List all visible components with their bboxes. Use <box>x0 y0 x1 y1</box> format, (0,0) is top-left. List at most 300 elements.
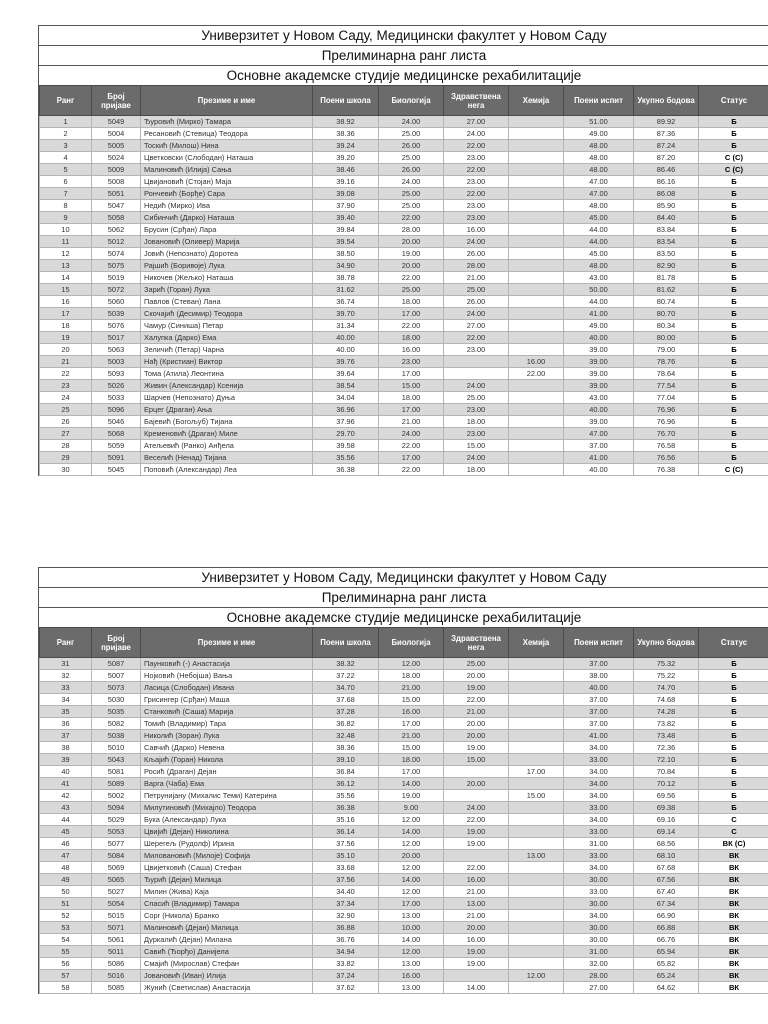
biology-cell: 16.00 <box>379 706 444 718</box>
rank-cell: 42 <box>40 790 92 802</box>
rank-cell: 43 <box>40 802 92 814</box>
biology-cell: 18.00 <box>379 296 444 308</box>
health-care-cell <box>444 970 509 982</box>
school-points-cell: 33.68 <box>313 862 379 874</box>
health-care-cell: 24.00 <box>444 802 509 814</box>
full-name-cell: Жунић (Светислав) Анастасија <box>141 982 313 994</box>
ranking-table <box>39 627 768 994</box>
full-name-cell: Рончевић (Борђе) Сара <box>141 188 313 200</box>
header-application-number: Број пријаве <box>92 628 141 658</box>
header-health-care: Здравствена нега <box>444 86 509 116</box>
table-row <box>40 440 768 452</box>
total-points-cell: 80.34 <box>634 320 699 332</box>
header-rank: Ранг <box>40 86 92 116</box>
full-name-cell: Цвијић (Дејан) Николина <box>141 826 313 838</box>
chemistry-cell <box>509 200 564 212</box>
biology-cell: 17.00 <box>379 766 444 778</box>
chemistry-cell <box>509 754 564 766</box>
school-points-cell: 34.94 <box>313 946 379 958</box>
status-cell: Б <box>699 452 768 464</box>
table-row <box>40 428 768 440</box>
school-points-cell: 36.12 <box>313 778 379 790</box>
school-points-cell: 39.20 <box>313 152 379 164</box>
school-points-cell: 37.90 <box>313 200 379 212</box>
health-care-cell <box>444 790 509 802</box>
school-points-cell: 39.76 <box>313 356 379 368</box>
chemistry-cell <box>509 440 564 452</box>
table-row <box>40 284 768 296</box>
chemistry-cell <box>509 946 564 958</box>
total-points-cell: 78.64 <box>634 368 699 380</box>
total-points-cell: 83.54 <box>634 236 699 248</box>
school-points-cell: 31.62 <box>313 284 379 296</box>
school-points-cell: 40.00 <box>313 344 379 356</box>
health-care-cell: 23.00 <box>444 344 509 356</box>
full-name-cell: Петрунијану (Михалис Теми) Катерина <box>141 790 313 802</box>
school-points-cell: 36.96 <box>313 404 379 416</box>
biology-cell: 12.00 <box>379 862 444 874</box>
school-points-cell: 38.32 <box>313 658 379 670</box>
table-row <box>40 140 768 152</box>
header-school-points: Поени школа <box>313 86 379 116</box>
total-points-cell: 79.00 <box>634 344 699 356</box>
rank-cell: 26 <box>40 416 92 428</box>
biology-cell: 15.00 <box>379 742 444 754</box>
table-row <box>40 176 768 188</box>
exam-points-cell: 30.00 <box>564 922 634 934</box>
exam-points-cell: 37.00 <box>564 440 634 452</box>
school-points-cell: 37.68 <box>313 694 379 706</box>
exam-points-cell: 33.00 <box>564 850 634 862</box>
application-number-cell: 5075 <box>92 260 141 272</box>
health-care-cell: 25.00 <box>444 284 509 296</box>
chemistry-cell <box>509 742 564 754</box>
full-name-cell: Нађ (Кристиан) Виктор <box>141 356 313 368</box>
chemistry-cell <box>509 284 564 296</box>
chemistry-cell <box>509 718 564 730</box>
total-points-cell: 69.38 <box>634 802 699 814</box>
application-number-cell: 5026 <box>92 380 141 392</box>
health-care-cell: 22.00 <box>444 140 509 152</box>
biology-cell: 21.00 <box>379 416 444 428</box>
status-cell: С <box>699 826 768 838</box>
application-number-cell: 5077 <box>92 838 141 850</box>
chemistry-cell <box>509 670 564 682</box>
full-name-cell: Зарић (Горан) Лука <box>141 284 313 296</box>
biology-cell: 22.00 <box>379 320 444 332</box>
school-points-cell: 39.54 <box>313 236 379 248</box>
exam-points-cell: 48.00 <box>564 152 634 164</box>
application-number-cell: 5011 <box>92 946 141 958</box>
status-cell: Б <box>699 730 768 742</box>
table-row <box>40 212 768 224</box>
rank-cell: 16 <box>40 296 92 308</box>
table-row <box>40 164 768 176</box>
status-cell: Б <box>699 416 768 428</box>
exam-points-cell: 34.00 <box>564 742 634 754</box>
full-name-cell: Паунковић (-) Анастасија <box>141 658 313 670</box>
health-care-cell: 18.00 <box>444 416 509 428</box>
total-points-cell: 72.10 <box>634 754 699 766</box>
rank-cell: 13 <box>40 260 92 272</box>
chemistry-cell <box>509 392 564 404</box>
status-cell: С (С) <box>699 164 768 176</box>
status-cell: Б <box>699 116 768 128</box>
health-care-cell: 21.00 <box>444 272 509 284</box>
chemistry-cell <box>509 826 564 838</box>
total-points-cell: 86.08 <box>634 188 699 200</box>
biology-cell: 14.00 <box>379 826 444 838</box>
status-cell: Б <box>699 212 768 224</box>
table-row <box>40 718 768 730</box>
table-row <box>40 682 768 694</box>
full-name-cell: Нојковић (Небојша) Вања <box>141 670 313 682</box>
application-number-cell: 5012 <box>92 236 141 248</box>
status-cell: Б <box>699 706 768 718</box>
total-points-cell: 75.32 <box>634 658 699 670</box>
table-row <box>40 934 768 946</box>
status-cell: ВК <box>699 874 768 886</box>
application-number-cell: 5005 <box>92 140 141 152</box>
biology-cell: 26.00 <box>379 164 444 176</box>
total-points-cell: 81.62 <box>634 284 699 296</box>
biology-cell: 17.00 <box>379 452 444 464</box>
list-title: Прелиминарна ранг листа <box>39 587 768 607</box>
full-name-cell: Ђурић (Дејан) Милица <box>141 874 313 886</box>
table-row <box>40 754 768 766</box>
chemistry-cell <box>509 862 564 874</box>
header-chemistry: Хемија <box>509 86 564 116</box>
chemistry-cell <box>509 404 564 416</box>
header-full-name: Презиме и име <box>141 628 313 658</box>
biology-cell: 17.00 <box>379 308 444 320</box>
exam-points-cell: 30.00 <box>564 874 634 886</box>
application-number-cell: 5065 <box>92 874 141 886</box>
application-number-cell: 5033 <box>92 392 141 404</box>
total-points-cell: 83.84 <box>634 224 699 236</box>
university-title: Универзитет у Новом Саду, Медицински факултет у Новом Саду <box>39 567 768 587</box>
health-care-cell: 22.00 <box>444 862 509 874</box>
header-status: Статус <box>699 628 768 658</box>
application-number-cell: 5051 <box>92 188 141 200</box>
table-row <box>40 874 768 886</box>
table-row <box>40 862 768 874</box>
exam-points-cell: 45.00 <box>564 248 634 260</box>
chemistry-cell <box>509 682 564 694</box>
health-care-cell: 19.00 <box>444 826 509 838</box>
status-cell: С (С) <box>699 464 768 476</box>
table-row <box>40 356 768 368</box>
exam-points-cell: 38.00 <box>564 670 634 682</box>
total-points-cell: 70.84 <box>634 766 699 778</box>
application-number-cell: 5024 <box>92 152 141 164</box>
application-number-cell: 5091 <box>92 452 141 464</box>
status-cell: Б <box>699 754 768 766</box>
health-care-cell: 19.00 <box>444 682 509 694</box>
total-points-cell: 87.24 <box>634 140 699 152</box>
chemistry-cell <box>509 224 564 236</box>
health-care-cell: 28.00 <box>444 260 509 272</box>
health-care-cell: 16.00 <box>444 934 509 946</box>
school-points-cell: 36.84 <box>313 766 379 778</box>
table-row <box>40 344 768 356</box>
status-cell: Б <box>699 284 768 296</box>
application-number-cell: 5027 <box>92 886 141 898</box>
status-cell: Б <box>699 682 768 694</box>
rank-cell: 53 <box>40 922 92 934</box>
chemistry-cell <box>509 922 564 934</box>
rank-cell: 29 <box>40 452 92 464</box>
exam-points-cell: 39.00 <box>564 368 634 380</box>
exam-points-cell: 31.00 <box>564 946 634 958</box>
rank-cell: 51 <box>40 898 92 910</box>
chemistry-cell <box>509 272 564 284</box>
health-care-cell: 16.00 <box>444 874 509 886</box>
school-points-cell: 35.56 <box>313 790 379 802</box>
full-name-cell: Варга (Чаба) Ема <box>141 778 313 790</box>
rank-cell: 49 <box>40 874 92 886</box>
list-title: Прелиминарна ранг листа <box>39 45 768 65</box>
biology-cell: 12.00 <box>379 658 444 670</box>
total-points-cell: 64.62 <box>634 982 699 994</box>
rank-cell: 34 <box>40 694 92 706</box>
status-cell: Б <box>699 296 768 308</box>
biology-cell: 22.00 <box>379 272 444 284</box>
application-number-cell: 5049 <box>92 116 141 128</box>
rank-cell: 14 <box>40 272 92 284</box>
rank-list-page-2 <box>38 567 768 994</box>
rank-cell: 33 <box>40 682 92 694</box>
total-points-cell: 85.90 <box>634 200 699 212</box>
school-points-cell: 38.36 <box>313 128 379 140</box>
biology-cell: 20.00 <box>379 260 444 272</box>
status-cell: Б <box>699 236 768 248</box>
total-points-cell: 67.68 <box>634 862 699 874</box>
exam-points-cell: 48.00 <box>564 140 634 152</box>
total-points-cell: 77.04 <box>634 392 699 404</box>
full-name-cell: Дуркалић (Дејан) Милана <box>141 934 313 946</box>
school-points-cell: 37.62 <box>313 982 379 994</box>
health-care-cell: 13.00 <box>444 898 509 910</box>
exam-points-cell: 34.00 <box>564 778 634 790</box>
chemistry-cell <box>509 814 564 826</box>
application-number-cell: 5087 <box>92 658 141 670</box>
exam-points-cell: 37.00 <box>564 706 634 718</box>
full-name-cell: Ђуровић (Мирко) Тамара <box>141 116 313 128</box>
rank-cell: 38 <box>40 742 92 754</box>
chemistry-cell <box>509 706 564 718</box>
total-points-cell: 65.24 <box>634 970 699 982</box>
school-points-cell: 35.16 <box>313 814 379 826</box>
rank-cell: 5 <box>40 164 92 176</box>
biology-cell: 24.00 <box>379 116 444 128</box>
rank-cell: 32 <box>40 670 92 682</box>
application-number-cell: 5002 <box>92 790 141 802</box>
header-full-name: Презиме и име <box>141 86 313 116</box>
status-cell: ВК <box>699 910 768 922</box>
health-care-cell: 20.00 <box>444 922 509 934</box>
biology-cell: 10.00 <box>379 922 444 934</box>
status-cell: Б <box>699 260 768 272</box>
application-number-cell: 5004 <box>92 128 141 140</box>
health-care-cell: 22.00 <box>444 694 509 706</box>
total-points-cell: 80.00 <box>634 332 699 344</box>
biology-cell: 20.00 <box>379 850 444 862</box>
total-points-cell: 65.94 <box>634 946 699 958</box>
table-row <box>40 452 768 464</box>
school-points-cell: 34.04 <box>313 392 379 404</box>
rank-cell: 27 <box>40 428 92 440</box>
exam-points-cell: 43.00 <box>564 272 634 284</box>
rank-cell: 44 <box>40 814 92 826</box>
exam-points-cell: 39.00 <box>564 380 634 392</box>
rank-cell: 41 <box>40 778 92 790</box>
status-cell: Б <box>699 802 768 814</box>
biology-cell: 25.00 <box>379 200 444 212</box>
rank-cell: 18 <box>40 320 92 332</box>
school-points-cell: 37.96 <box>313 416 379 428</box>
health-care-cell: 23.00 <box>444 428 509 440</box>
rank-list-page-1 <box>38 25 768 476</box>
full-name-cell: Зеличић (Петар) Чарна <box>141 344 313 356</box>
health-care-cell <box>444 368 509 380</box>
biology-cell: 14.00 <box>379 778 444 790</box>
chemistry-cell <box>509 296 564 308</box>
table-row <box>40 982 768 994</box>
exam-points-cell: 44.00 <box>564 296 634 308</box>
application-number-cell: 5046 <box>92 416 141 428</box>
table-row <box>40 404 768 416</box>
application-number-cell: 5063 <box>92 344 141 356</box>
exam-points-cell: 49.00 <box>564 128 634 140</box>
table-row <box>40 416 768 428</box>
exam-points-cell: 34.00 <box>564 790 634 802</box>
header-school-points: Поени школа <box>313 628 379 658</box>
table-row <box>40 128 768 140</box>
exam-points-cell: 40.00 <box>564 332 634 344</box>
health-care-cell: 22.00 <box>444 164 509 176</box>
table-row <box>40 332 768 344</box>
exam-points-cell: 47.00 <box>564 188 634 200</box>
exam-points-cell: 41.00 <box>564 308 634 320</box>
status-cell: ВК <box>699 922 768 934</box>
school-points-cell: 32.90 <box>313 910 379 922</box>
health-care-cell: 27.00 <box>444 116 509 128</box>
rank-cell: 1 <box>40 116 92 128</box>
application-number-cell: 5093 <box>92 368 141 380</box>
health-care-cell: 25.00 <box>444 392 509 404</box>
table-row <box>40 200 768 212</box>
table-row <box>40 838 768 850</box>
rank-cell: 10 <box>40 224 92 236</box>
health-care-cell: 23.00 <box>444 200 509 212</box>
school-points-cell: 37.28 <box>313 706 379 718</box>
total-points-cell: 67.56 <box>634 874 699 886</box>
header-health-care: Здравствена нега <box>444 628 509 658</box>
chemistry-cell <box>509 658 564 670</box>
application-number-cell: 5094 <box>92 802 141 814</box>
status-cell: Б <box>699 440 768 452</box>
table-row <box>40 368 768 380</box>
full-name-cell: Јовановић (Иван) Илија <box>141 970 313 982</box>
chemistry-cell <box>509 802 564 814</box>
rank-cell: 54 <box>40 934 92 946</box>
table-header-row <box>40 628 768 658</box>
school-points-cell: 39.16 <box>313 176 379 188</box>
health-care-cell: 16.00 <box>444 224 509 236</box>
exam-points-cell: 40.00 <box>564 404 634 416</box>
health-care-cell: 24.00 <box>444 236 509 248</box>
application-number-cell: 5059 <box>92 440 141 452</box>
total-points-cell: 70.12 <box>634 778 699 790</box>
rank-cell: 12 <box>40 248 92 260</box>
total-points-cell: 76.70 <box>634 428 699 440</box>
biology-cell: 13.00 <box>379 958 444 970</box>
health-care-cell: 20.00 <box>444 718 509 730</box>
application-number-cell: 5086 <box>92 958 141 970</box>
chemistry-cell <box>509 176 564 188</box>
exam-points-cell: 33.00 <box>564 754 634 766</box>
full-name-cell: Ласица (Слободан) Ивана <box>141 682 313 694</box>
application-number-cell: 5008 <box>92 176 141 188</box>
health-care-cell: 23.00 <box>444 404 509 416</box>
header-status: Статус <box>699 86 768 116</box>
full-name-cell: Халупка (Дарко) Ема <box>141 332 313 344</box>
full-name-cell: Савчић (Дарко) Невена <box>141 742 313 754</box>
table-row <box>40 694 768 706</box>
school-points-cell: 38.50 <box>313 248 379 260</box>
full-name-cell: Малиновић (Илија) Сања <box>141 164 313 176</box>
biology-cell: 18.00 <box>379 392 444 404</box>
status-cell: Б <box>699 356 768 368</box>
total-points-cell: 86.16 <box>634 176 699 188</box>
exam-points-cell: 48.00 <box>564 164 634 176</box>
biology-cell: 15.00 <box>379 694 444 706</box>
status-cell: Б <box>699 332 768 344</box>
table-row <box>40 886 768 898</box>
biology-cell: 12.00 <box>379 814 444 826</box>
chemistry-cell <box>509 236 564 248</box>
chemistry-cell <box>509 464 564 476</box>
rank-cell: 48 <box>40 862 92 874</box>
total-points-cell: 76.96 <box>634 416 699 428</box>
school-points-cell: 36.74 <box>313 296 379 308</box>
full-name-cell: Смајић (Мирослав) Стефан <box>141 958 313 970</box>
full-name-cell: Спасић (Владимир) Тамара <box>141 898 313 910</box>
application-number-cell: 5039 <box>92 308 141 320</box>
full-name-cell: Атељевић (Ранко) Анђела <box>141 440 313 452</box>
total-points-cell: 80.70 <box>634 308 699 320</box>
health-care-cell: 20.00 <box>444 730 509 742</box>
health-care-cell: 24.00 <box>444 452 509 464</box>
biology-cell: 22.00 <box>379 212 444 224</box>
biology-cell: 25.00 <box>379 152 444 164</box>
biology-cell: 16.00 <box>379 970 444 982</box>
total-points-cell: 78.76 <box>634 356 699 368</box>
exam-points-cell: 49.00 <box>564 320 634 332</box>
school-points-cell: 34.70 <box>313 682 379 694</box>
application-number-cell: 5010 <box>92 742 141 754</box>
school-points-cell: 34.90 <box>313 260 379 272</box>
school-points-cell: 34.40 <box>313 886 379 898</box>
table-row <box>40 248 768 260</box>
biology-cell: 12.00 <box>379 946 444 958</box>
application-number-cell: 5068 <box>92 428 141 440</box>
health-care-cell: 26.00 <box>444 248 509 260</box>
exam-points-cell: 37.00 <box>564 718 634 730</box>
biology-cell: 25.00 <box>379 284 444 296</box>
table-row <box>40 296 768 308</box>
